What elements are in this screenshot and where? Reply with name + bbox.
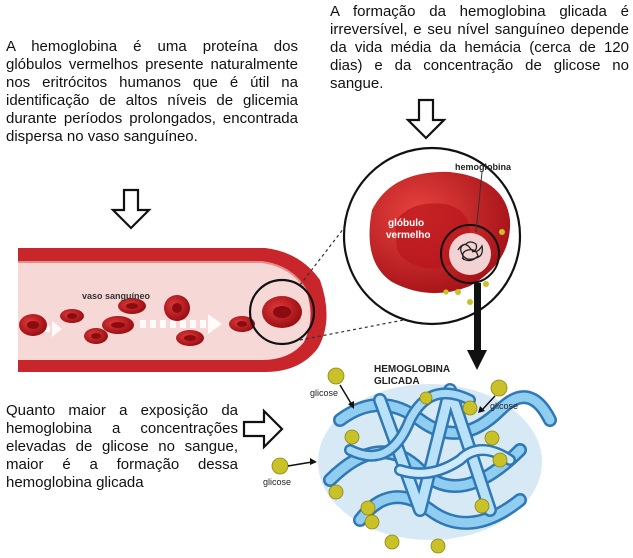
down-arrow-solid-icon xyxy=(467,350,487,370)
glycated-title-1: HEMOGLOBINA xyxy=(374,364,451,375)
red-cell-label-1: glóbulo xyxy=(388,218,425,229)
magnified-red-blood-cell xyxy=(344,148,520,324)
blood-vessel xyxy=(18,248,327,372)
red-cell-label-2: vermelho xyxy=(386,230,431,241)
glucose-label-right: glicose xyxy=(490,401,519,411)
right-arrow-icon xyxy=(244,411,282,447)
glycated-formation-text: A formação da hemoglobina glicada é irreversível, e seu nível sanguíneo depende da vida média da hemácia (cerca de 120 dias) e da concentração de glicose no sangue. xyxy=(330,3,629,92)
glucose-label-left-bottom: glicose xyxy=(263,477,292,487)
hemoglobin-label: hemoglobina xyxy=(455,162,511,172)
hemoglobin-intro-text: A hemoglobina é uma proteína dos glóbulos vermelhos presente naturalmente nos eritrócitos humanos que é útil na identificação de altos níveis de glicemia durante períodos prolongados, encontrada dispersa no vaso sanguíneo. xyxy=(6,38,298,145)
down-arrow-left-icon xyxy=(113,190,149,228)
vessel-label: vaso sanguíneo xyxy=(82,291,151,301)
exposure-text: Quanto maior a exposição da hemoglobina a concentrações elevadas de glicose no sangue, maior é a formação dessa hemoglobina glicada xyxy=(6,402,238,491)
glycated-title-2: GLICADA xyxy=(374,376,420,387)
glucose-label-left-top: glicose xyxy=(310,388,339,398)
down-arrow-right-icon xyxy=(408,100,444,138)
